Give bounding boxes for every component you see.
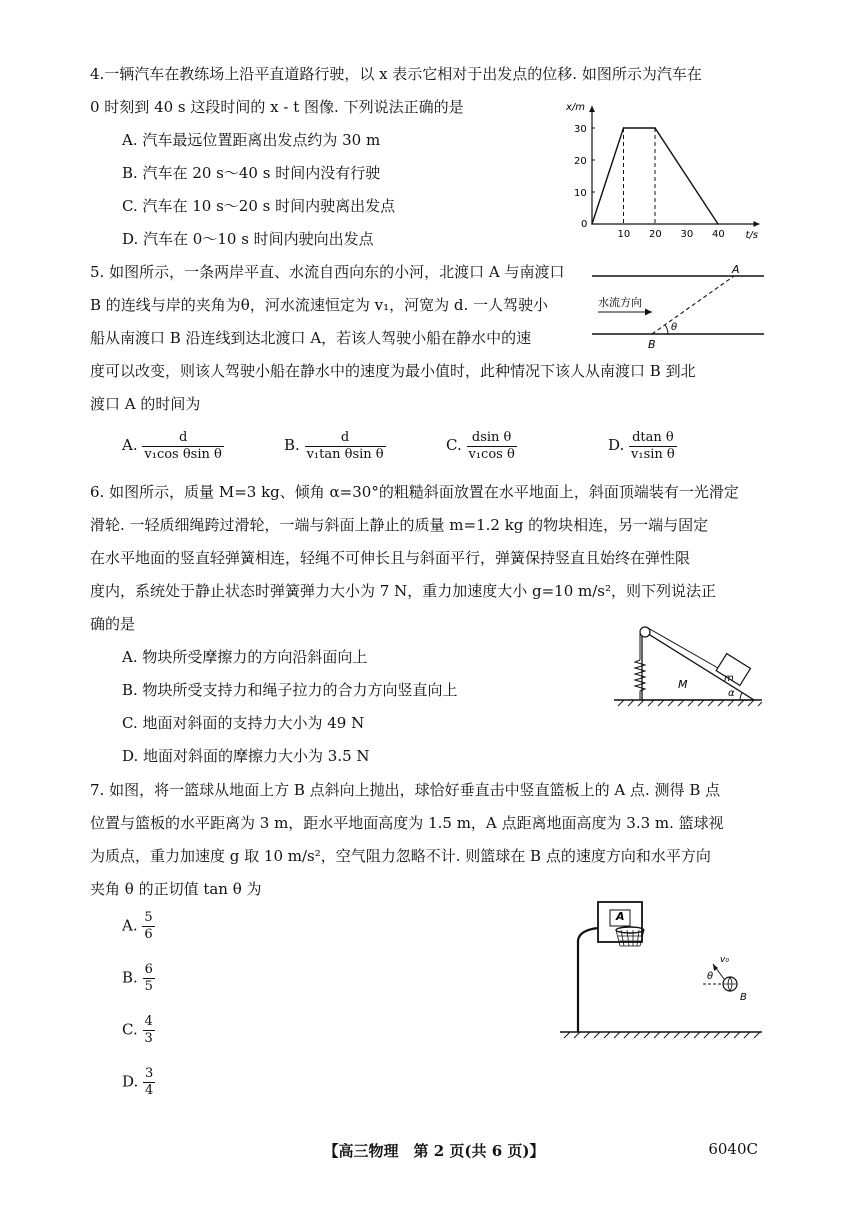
q5-stem-line4: 度可以改变，则该人驾驶小船在静水中的速度为最小值时，此种情况下该人从南渡口 B 到北 — [90, 362, 696, 380]
q7-option-b-fraction — [143, 962, 155, 995]
rope-along-incline — [648, 628, 718, 668]
x-tick-20: 20 — [649, 229, 662, 240]
label-v0: v₀ — [720, 955, 729, 965]
q5-options — [90, 429, 770, 463]
q5-option-d — [608, 429, 770, 463]
q7-option-d-denominator: 4 — [145, 1083, 154, 1098]
xt-point-0 — [591, 223, 593, 225]
q5-option-b-denominator: v₁tan θsin θ — [306, 446, 384, 462]
q7-option-d — [90, 1066, 770, 1118]
q6-option-a: A. 物块所受摩擦力的方向沿斜面向上 — [122, 648, 368, 666]
label-a: A — [732, 263, 740, 276]
q7-stem-line4: 夹角 θ 的正切值 tan θ 为 — [90, 880, 262, 898]
x-tick-40: 40 — [712, 229, 725, 240]
q5-stem-line3: 船从南渡口 B 沿连线到达北渡口 A，若该人驾驶小船在静水中的速 — [90, 329, 532, 347]
label-m: m — [724, 673, 734, 684]
q7-option-a-denominator: 6 — [144, 927, 153, 942]
label-alpha: α — [728, 688, 735, 699]
q5-option-b — [284, 429, 446, 463]
q4-option-b: B. 汽车在 20 s～40 s 时间内没有行驶 — [122, 164, 381, 182]
q5-option-d-numerator: dtan θ — [629, 430, 677, 447]
q7-option-c-denominator: 3 — [144, 1031, 153, 1046]
q7-option-a-fraction — [142, 910, 154, 943]
xt-axes — [589, 106, 760, 227]
q5-option-b-fraction — [305, 430, 386, 463]
x-axis-arrow — [754, 221, 760, 227]
q6-option-b: B. 物块所受支持力和绳子拉力的合力方向竖直向上 — [122, 681, 458, 699]
q6-stem-line4: 度内，系统处于静止状态时弹簧弹力大小为 7 N，重力加速度大小 g=10 m/s²，则下列说法正 — [90, 582, 716, 600]
q4-option-a: A. 汽车最远位置距离出发点约为 30 m — [122, 131, 381, 149]
q7-option-b-label: B. — [122, 968, 138, 987]
ground-hatching — [618, 700, 762, 706]
theta-arc — [665, 325, 668, 334]
footer-page-info: 【高三物理 第 2 页(共 6 页)】 — [323, 1142, 545, 1160]
q4-option-d: D. 汽车在 0～10 s 时间内驶向出发点 — [122, 230, 374, 248]
spring — [635, 660, 645, 700]
incline-diagram — [612, 618, 764, 708]
q5-option-a-numerator: d — [142, 430, 223, 447]
q5-option-c-label: C. — [446, 436, 462, 454]
q7-stem-line1: 7. 如图，将一篮球从地面上方 B 点斜向上抛出，球恰好垂直击中竖直篮板上的 A 点. 测得 B 点 — [90, 781, 721, 799]
q7-stem-line2: 位置与篮板的水平距离为 3 m，距水平地面高度为 1.5 m，A 点距离地面高度为 3.3 m. 篮球视 — [90, 814, 724, 832]
floor-hatching — [564, 1032, 760, 1038]
q4-option-c: C. 汽车在 10 s～20 s 时间内驶离出发点 — [122, 197, 396, 215]
label-a: A — [616, 910, 625, 923]
label-b: B — [740, 992, 747, 1003]
label-b: B — [648, 338, 656, 351]
q7-option-d-label: D. — [122, 1072, 139, 1091]
basketball-diagram — [558, 880, 764, 1048]
xt-point-2 — [654, 127, 656, 129]
q5-option-d-fraction — [629, 430, 677, 463]
q6-option-c: C. 地面对斜面的支持力大小为 49 N — [122, 714, 365, 732]
q5-option-a — [122, 429, 284, 463]
q6-stem-line1: 6. 如图所示，质量 M=3 kg、倾角 α=30°的粗糙斜面放置在水平地面上，斜面顶端装有一光滑定 — [90, 483, 739, 501]
y-tick-20: 20 — [574, 156, 587, 167]
y-tick-30: 30 — [574, 124, 587, 135]
xt-graph — [560, 98, 770, 248]
q5-option-a-fraction — [142, 430, 223, 463]
q5-option-b-numerator: d — [305, 430, 386, 447]
q6-stem-line5: 确的是 — [90, 615, 136, 633]
label-theta: θ — [671, 322, 678, 333]
x-tick-10: 10 — [617, 229, 631, 240]
q5-option-a-denominator: v₁cos θsin θ — [144, 446, 222, 462]
q6-stem-line2: 滑轮. 一轻质细绳跨过滑轮，一端与斜面上静止的质量 m=1.2 kg 的物块相连，另一端与固定 — [90, 516, 709, 534]
y-axis-arrow — [589, 106, 595, 112]
y-axis-label: x/m — [566, 102, 586, 113]
q5-stem-line2: B 的连线与岸的夹角为θ，河水流速恒定为 v₁，河宽为 d. 一人驾驶小 — [90, 296, 548, 314]
x-axis-label: t/s — [745, 230, 758, 241]
flow-arrow-head — [645, 309, 652, 316]
q7-option-c-label: C. — [122, 1020, 138, 1039]
q5-option-d-denominator: v₁sin θ — [631, 446, 675, 462]
q7-option-d-numerator: 3 — [145, 1066, 154, 1081]
q7-option-d-fraction — [143, 1066, 155, 1099]
q5-option-b-label: B. — [284, 436, 300, 454]
x-tick-30: 30 — [680, 229, 694, 240]
q7-stem-line3: 为质点，重力加速度 g 取 10 m/s²，空气阻力忽略不计. 则篮球在 B 点的速度方向和水平方向 — [90, 847, 711, 865]
xt-guides — [624, 128, 656, 224]
label-theta: θ — [707, 971, 714, 982]
q5-option-c-denominator: v₁cos θ — [468, 446, 515, 462]
xt-point-1 — [623, 127, 625, 129]
q7-option-a-label: A. — [122, 916, 138, 935]
q7-option-b-denominator: 5 — [144, 979, 153, 994]
q5-option-a-label: A. — [122, 436, 138, 454]
river-diagram — [592, 262, 767, 352]
q5-stem-line1: 5. 如图所示，一条两岸平直、水流自西向东的小河，北渡口 A 与南渡口 — [90, 263, 565, 281]
q5-option-c-fraction — [467, 430, 517, 463]
q7-option-a-numerator: 5 — [144, 910, 153, 925]
q4-stem-line2: 0 时刻到 40 s 这段时间的 x - t 图像. 下列说法正确的是 — [90, 98, 464, 116]
q6-stem-line3: 在水平地面的竖直轻弹簧相连，轻绳不可伸长且与斜面平行，弹簧保持竖直且始终在弹性限 — [90, 549, 691, 567]
q7-option-c-numerator: 4 — [144, 1014, 153, 1029]
q7-option-b-numerator: 6 — [144, 962, 153, 977]
alpha-arc — [740, 693, 742, 700]
label-M: M — [678, 678, 688, 691]
q5-option-d-label: D. — [608, 436, 625, 454]
xt-point-3 — [717, 223, 719, 225]
q4-stem-line1: 4.一辆汽车在教练场上沿平直道路行驶，以 x 表示它相对于出发点的位移. 如图所示为汽车在 — [90, 65, 702, 83]
xt-line-series — [591, 127, 719, 225]
y-tick-10: 10 — [574, 188, 587, 199]
q5-stem-line5: 渡口 A 的时间为 — [90, 395, 201, 413]
pole-arm — [578, 928, 598, 940]
q6-option-d: D. 地面对斜面的摩擦力大小为 3.5 N — [122, 747, 370, 765]
footer-code: 6040C — [708, 1140, 758, 1158]
crossing-line — [652, 276, 734, 334]
label-flow-direction: 水流方向 — [598, 296, 642, 309]
q7-option-c-fraction — [143, 1014, 155, 1047]
q5-option-c-numerator: dsin θ — [467, 430, 517, 447]
origin-label: 0 — [581, 219, 588, 230]
q5-option-c — [446, 429, 608, 463]
